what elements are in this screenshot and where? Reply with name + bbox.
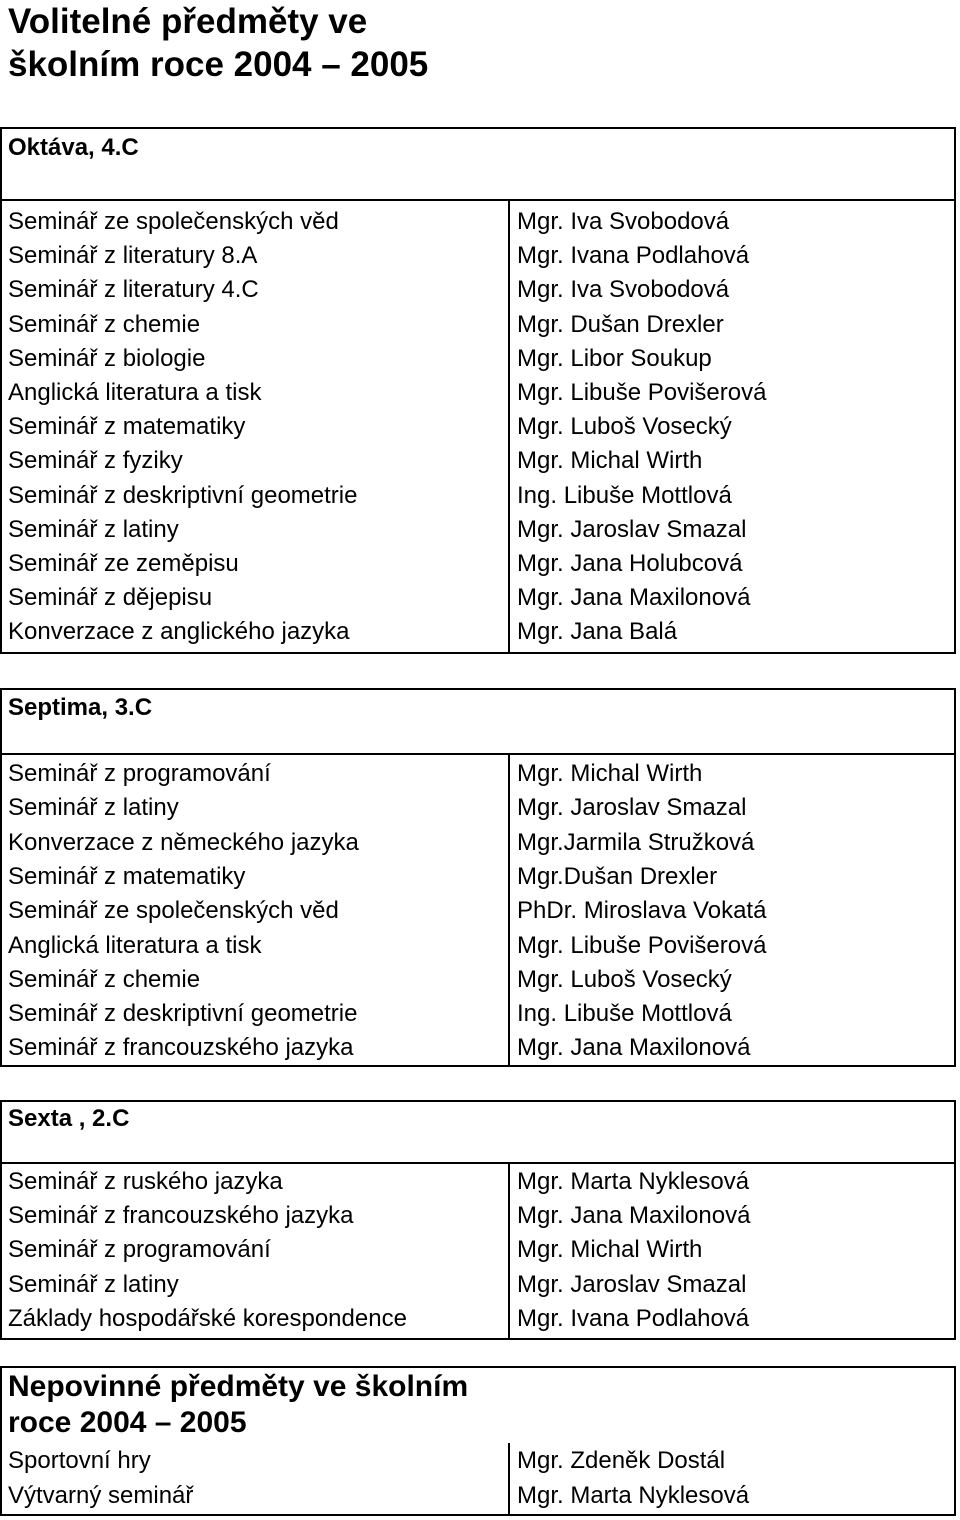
- septima-row: [0, 757, 956, 791]
- sexta-heading: Sexta , 2.C: [8, 1105, 130, 1132]
- teacher-name: Mgr. Iva Svobodová: [517, 208, 730, 235]
- subject-name: Seminář z francouzského jazyka: [8, 1202, 354, 1230]
- subject-name: Seminář z latiny: [8, 1270, 179, 1298]
- subject-name: Seminář z latiny: [8, 794, 179, 822]
- teacher-name: Mgr. Libuše Povišerová: [517, 379, 767, 406]
- teacher-name: Mgr. Libor Soukup: [517, 344, 712, 372]
- septima-row: [0, 997, 956, 1031]
- subject-name: Seminář z programování: [8, 760, 271, 787]
- septima-row: [0, 929, 956, 963]
- subject-name: Anglická literatura a tisk: [8, 379, 262, 406]
- sexta-row: [0, 1302, 956, 1336]
- subject-name: Základy hospodářské korespondence: [8, 1304, 407, 1332]
- oktava-row: [0, 581, 956, 615]
- teacher-name: Mgr. Michal Wirth: [517, 760, 703, 787]
- subject-name: Seminář z chemie: [8, 310, 201, 338]
- oktava-row: [0, 273, 956, 307]
- septima-row: [0, 1031, 956, 1065]
- subject-name: Seminář z literatury 4.C: [8, 276, 259, 304]
- teacher-name: Mgr. Jaroslav Smazal: [517, 515, 747, 543]
- oktava-row: [0, 479, 956, 513]
- septima-row: [0, 860, 956, 894]
- teacher-name: Ing. Libuše Mottlová: [517, 481, 732, 509]
- subject-name: Seminář z dějepisu: [8, 584, 213, 612]
- teacher-name: Mgr. Iva Svobodová: [517, 276, 730, 304]
- subject-name: Seminář z matematiky: [8, 413, 246, 441]
- subject-name: Anglická literatura a tisk: [8, 931, 262, 959]
- nepovinne-heading-line-1: Nepovinné předměty ve školním: [8, 1370, 469, 1403]
- page-title: [8, 0, 428, 86]
- teacher-name: Mgr. Marta Nyklesová: [517, 1168, 750, 1195]
- subject-name: Seminář z deskriptivní geometrie: [8, 1000, 358, 1028]
- subject-name: Konverzace z německého jazyka: [8, 828, 359, 856]
- oktava-heading: Oktáva, 4.C: [8, 134, 139, 161]
- subject-name: Seminář ze společenských věd: [8, 208, 339, 235]
- teacher-name: Mgr. Jana Maxilonová: [517, 1034, 751, 1062]
- septima-row: [0, 826, 956, 860]
- teacher-name: Mgr. Ivana Podlahová: [517, 242, 750, 270]
- teacher-name: Mgr. Zdeněk Dostál: [517, 1447, 726, 1474]
- subject-name: Seminář z chemie: [8, 965, 201, 993]
- subject-name: Seminář z programování: [8, 1236, 271, 1264]
- teacher-name: Mgr.Dušan Drexler: [517, 862, 718, 890]
- sexta-row: [0, 1199, 956, 1233]
- nepovinne-row: [0, 1479, 956, 1513]
- septima-row: [0, 894, 956, 928]
- oktava-row: [0, 615, 956, 649]
- septima-heading: Septima, 3.C: [8, 694, 153, 721]
- subject-name: Seminář ze zeměpisu: [8, 550, 239, 577]
- oktava-row: [0, 342, 956, 376]
- oktava-row: [0, 513, 956, 547]
- sexta-row: [0, 1268, 956, 1302]
- teacher-name: Mgr. Jaroslav Smazal: [517, 1270, 747, 1298]
- teacher-name: Mgr. Jaroslav Smazal: [517, 794, 747, 822]
- subject-name: Konverzace z anglického jazyka: [8, 618, 350, 646]
- subject-name: Seminář z biologie: [8, 344, 206, 372]
- subject-name: Seminář z fyziky: [8, 447, 183, 475]
- oktava-heading-box: [0, 127, 956, 201]
- teacher-name: Mgr. Libuše Povišerová: [517, 931, 767, 959]
- sexta-heading-box: [0, 1100, 956, 1164]
- teacher-name: Mgr. Ivana Podlahová: [517, 1304, 750, 1332]
- subject-name: Seminář z matematiky: [8, 862, 246, 890]
- sexta-row: [0, 1233, 956, 1267]
- page-title-line-1: Volitelné předměty ve: [8, 2, 368, 41]
- oktava-row: [0, 205, 956, 239]
- page-title-line-2: školním roce 2004 – 2005: [8, 45, 429, 84]
- teacher-name: Mgr. Jana Balá: [517, 618, 678, 646]
- subject-name: Seminář z latiny: [8, 515, 179, 543]
- oktava-row: [0, 444, 956, 478]
- subject-name: Seminář z ruského jazyka: [8, 1168, 283, 1195]
- teacher-name: Mgr. Michal Wirth: [517, 447, 703, 475]
- subject-name: Seminář z francouzského jazyka: [8, 1034, 354, 1062]
- teacher-name: Mgr. Marta Nyklesová: [517, 1481, 750, 1509]
- oktava-row: [0, 308, 956, 342]
- teacher-name: Mgr. Jana Maxilonová: [517, 1202, 751, 1230]
- teacher-name: Mgr. Michal Wirth: [517, 1236, 703, 1264]
- sexta-row: [0, 1165, 956, 1199]
- teacher-name: Mgr. Luboš Vosecký: [517, 965, 732, 993]
- nepovinne-row: [0, 1444, 956, 1478]
- subject-name: Sportovní hry: [8, 1447, 151, 1474]
- oktava-row: [0, 410, 956, 444]
- oktava-row: [0, 239, 956, 273]
- septima-row: [0, 791, 956, 825]
- oktava-row: [0, 376, 956, 410]
- subject-name: Výtvarný seminář: [8, 1481, 194, 1509]
- nepovinne-heading: [8, 1369, 468, 1441]
- subject-name: Seminář ze společenských věd: [8, 897, 339, 925]
- teacher-name: Mgr. Luboš Vosecký: [517, 413, 732, 441]
- teacher-name: Ing. Libuše Mottlová: [517, 1000, 732, 1028]
- teacher-name: Mgr. Jana Maxilonová: [517, 584, 751, 612]
- subject-name: Seminář z deskriptivní geometrie: [8, 481, 358, 509]
- teacher-name: PhDr. Miroslava Vokatá: [517, 897, 767, 925]
- teacher-name: Mgr. Jana Holubcová: [517, 550, 743, 577]
- nepovinne-heading-line-2: roce 2004 – 2005: [8, 1406, 247, 1439]
- subject-name: Seminář z literatury 8.A: [8, 242, 258, 270]
- teacher-name: Mgr.Jarmila Stružková: [517, 828, 755, 856]
- septima-row: [0, 963, 956, 997]
- oktava-row: [0, 547, 956, 581]
- teacher-name: Mgr. Dušan Drexler: [517, 310, 724, 338]
